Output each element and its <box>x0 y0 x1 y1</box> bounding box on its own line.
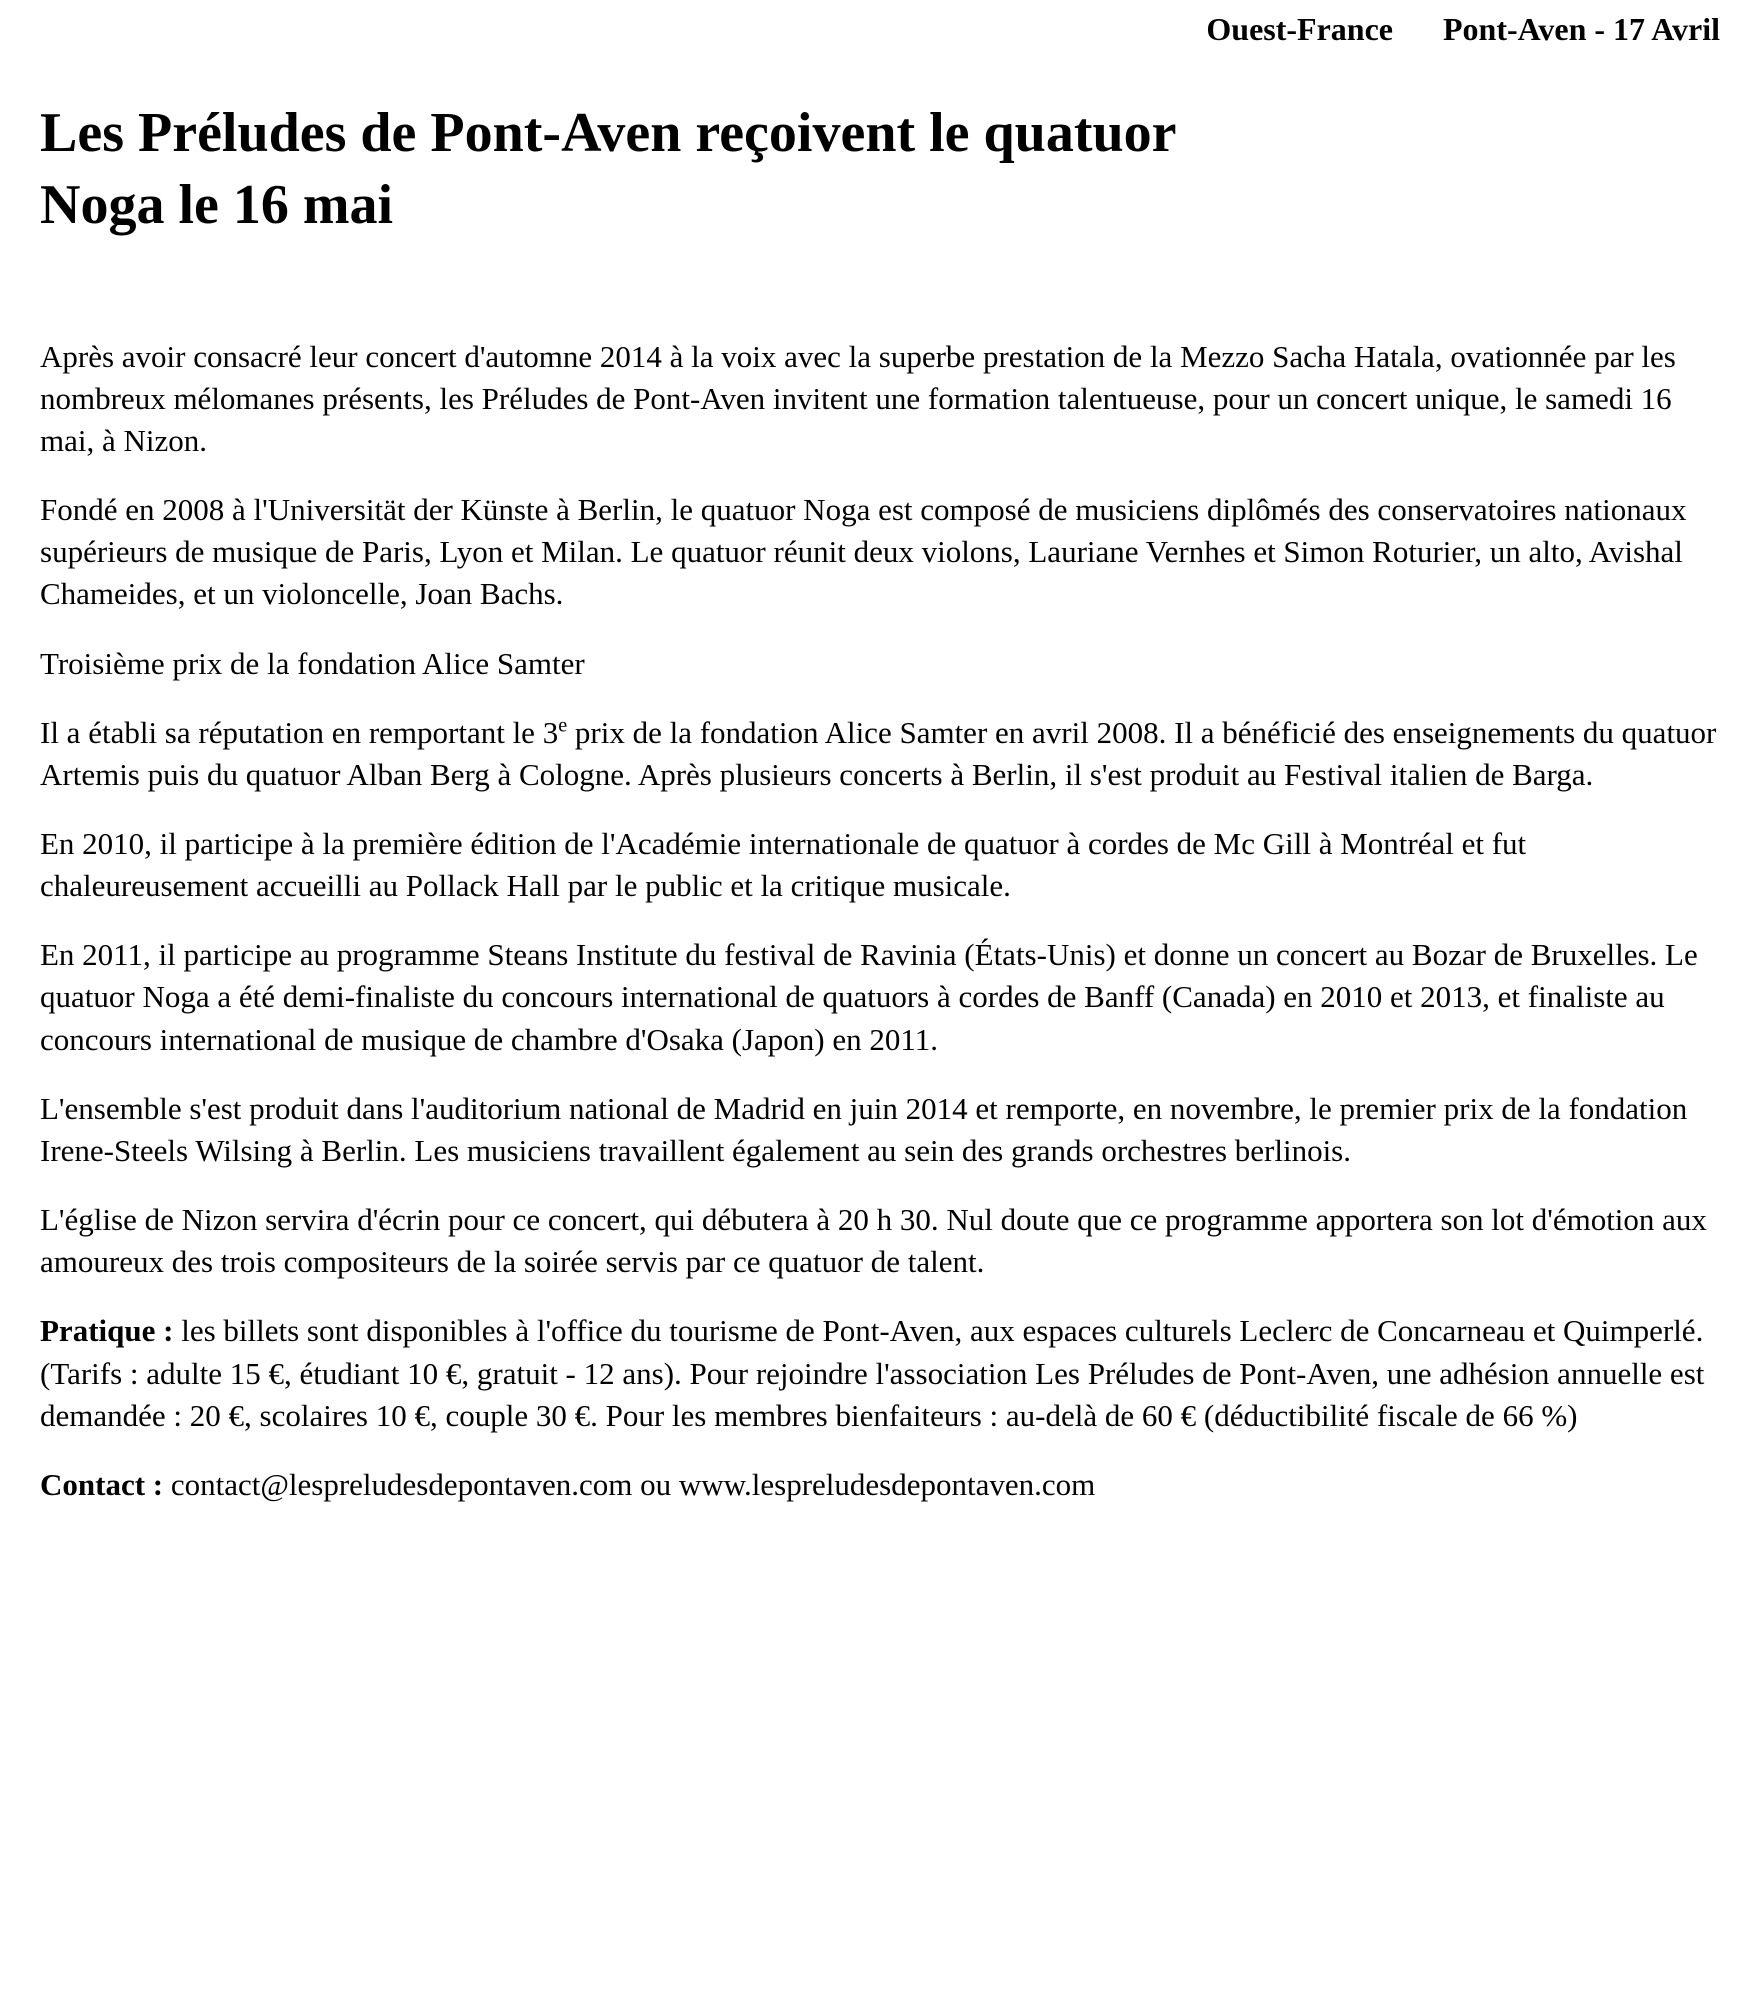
paragraph-pratique <box>40 1310 1722 1436</box>
paragraph-2011: En 2011, il participe au programme Steans Institute du festival de Ravinia (États-Unis) et donne un concert au Bozar de Bruxelles. Le quatuor Noga a été demi-finaliste du concours international de quatuors à cordes de Banff (Canada) en 2010 et 2013, et finaliste au concours international de musique de chambre d'Osaka (Japon) en 2011. <box>40 937 1698 1057</box>
paragraph-contact <box>40 1464 1722 1506</box>
ordinal-superscript: e <box>558 714 568 737</box>
paragraph-prix <box>40 712 1722 796</box>
pratique-text: les billets sont disponibles à l'office du tourisme de Pont-Aven, aux espaces culturels Leclerc de Concarneau et Quimperlé. (Tarifs : adulte 15 €, étudiant 10 €, gratuit - 12 ans). Pour rejoindre l'association Les Préludes de Pont-Aven, une adhésion annuelle est demandée : 20 €, scolaires 10 €, couple 30 €. Pour les membres bienfaiteurs : au-delà de 60 € (déductibilité fiscale de 66 %) <box>40 1313 1705 1433</box>
paragraph-intro: Après avoir consacré leur concert d'automne 2014 à la voix avec la superbe prestation de la Mezzo Sacha Hatala, ovationnée par les nombreux mélomanes présents, les Préludes de Pont-Aven invitent une formation talentueuse, pour un concert unique, le samedi 16 mai, à Nizon. <box>40 338 1676 458</box>
publication-name: Ouest-France <box>1206 11 1393 47</box>
paragraph-fondation: Fondé en 2008 à l'Universität der Künste à Berlin, le quatuor Noga est composé de musiciens diplômés des conservatoires nationaux supérieurs de musique de Paris, Lyon et Milan. Le quatuor réunit deux violons, Lauriane Vernhes et Simon Roturier, un alto, Avishal Chameides, et un violoncelle, Joan Bachs. <box>40 492 1687 612</box>
paragraph-eglise: L'église de Nizon servira d'écrin pour ce concert, qui débutera à 20 h 30. Nul doute que ce programme apportera son lot d'émotion aux amoureux des trois compositeurs de la soirée servis par ce quatuor de talent. <box>40 1202 1707 1280</box>
pratique-label: Pratique : <box>40 1313 174 1349</box>
subhead-alice-samter: Troisième prix de la fondation Alice Samter <box>40 645 585 681</box>
contact-label: Contact : <box>40 1466 164 1502</box>
article-title: Les Préludes de Pont-Aven reçoivent le quatuor Noga le 16 mai <box>40 102 1176 236</box>
paragraph-prix-end: prix de la fondation Alice Samter en avril 2008. Il a bénéficié des enseignements du quatuor Artemis puis du quatuor Alban Berg à Cologne. Après plusieurs concerts à Berlin, il s'est produit au Festival italien de Barga. <box>40 714 1717 792</box>
contact-text: contact@lespreludesdepontaven.com ou www.lespreludesdepontaven.com <box>163 1466 1096 1502</box>
dateline: Pont-Aven - 17 Avril <box>1443 11 1720 47</box>
paragraph-2010: En 2010, il participe à la première édition de l'Académie internationale de quatuor à cordes de Mc Gill à Montréal et fut chaleureusement accueilli au Pollack Hall par le public et la critique musicale. <box>40 826 1527 904</box>
paragraph-madrid: L'ensemble s'est produit dans l'auditorium national de Madrid en juin 2014 et remporte, en novembre, le premier prix de la fondation Irene-Steels Wilsing à Berlin. Les musiciens travaillent également au sein des grands orchestres berlinois. <box>40 1090 1688 1168</box>
paragraph-prix-start: Il a établi sa réputation en remportant le 3 <box>40 714 559 750</box>
masthead <box>40 10 1722 48</box>
